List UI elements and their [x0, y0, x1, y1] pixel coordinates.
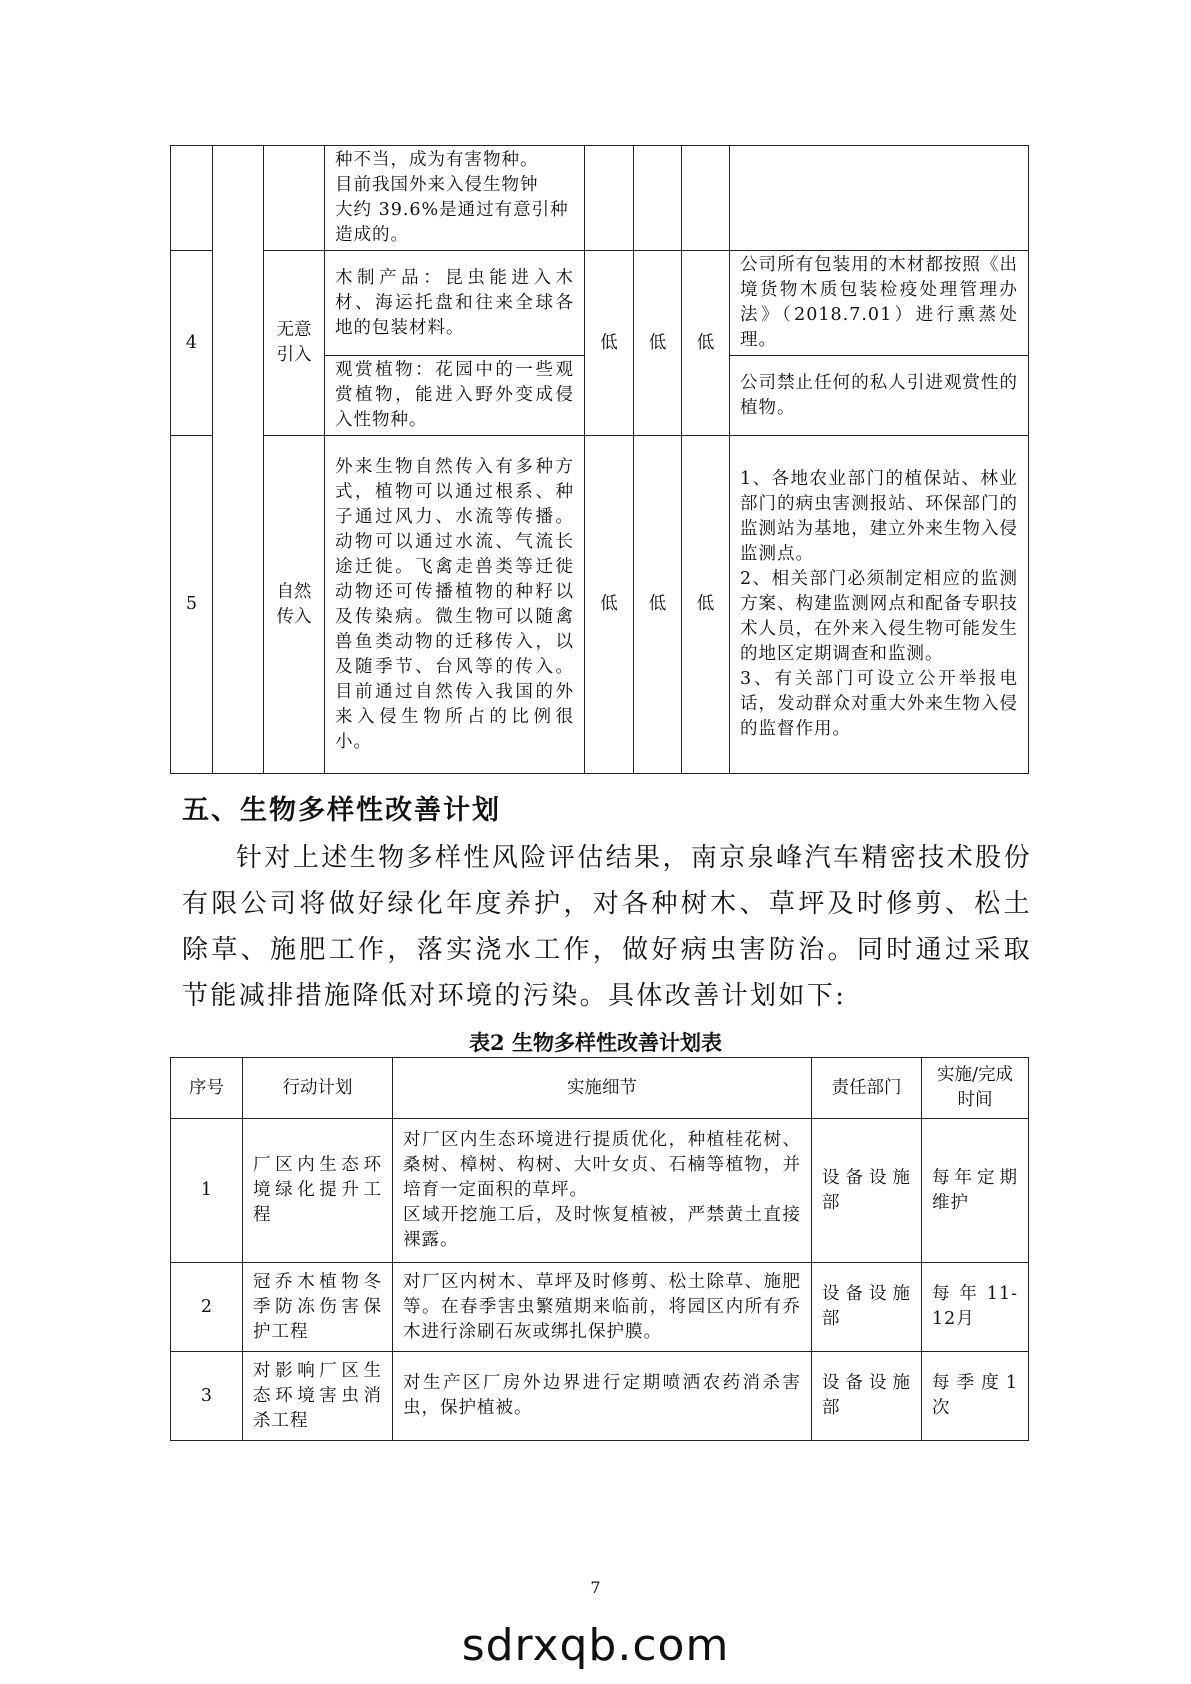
action-plan: 冠乔木植物冬季防冻伤害保护工程 [243, 1263, 393, 1352]
row-number: 2 [171, 1263, 243, 1352]
risk-description: 木制产品：昆虫能进入木材、海运托盘和往来全球各地的包装材料。 [325, 251, 585, 356]
responsible-dept: 设备设施部 [812, 1263, 922, 1352]
control-measure [730, 436, 1029, 774]
completion-time: 每年11-12月 [922, 1263, 1029, 1352]
completion-time: 每年定期维护 [922, 1119, 1029, 1263]
table-header-row [171, 1058, 1029, 1119]
page-number: 7 [590, 1578, 601, 1597]
table-cell [264, 146, 325, 251]
column-header: 责任部门 [812, 1058, 922, 1119]
risk-level: 低 [634, 436, 682, 774]
table-cell [730, 146, 1029, 251]
risk-category: 自然传入 [264, 436, 325, 774]
column-header: 行动计划 [243, 1058, 393, 1119]
table-row [171, 1352, 1029, 1441]
row-number: 3 [171, 1352, 243, 1441]
measure-item: 1、各地农业部门的植保站、林业部门的病虫害测报站、环保部门的监测站为基地，建立外来生物入侵监测点。 [740, 469, 1018, 564]
responsible-dept: 设备设施部 [812, 1352, 922, 1441]
table-row [171, 1119, 1029, 1263]
improvement-plan-table [170, 1057, 1029, 1441]
row-number: 1 [171, 1119, 243, 1263]
action-plan: 对影响厂区生态环境害虫消杀工程 [243, 1352, 393, 1441]
table-cell [682, 146, 730, 251]
risk-description: 外来生物自然传入有多种方式，植物可以通过根系、种子通过风力、水流等传播。动物可以通过水流、气流长途迁徙。飞禽走兽类等迁徙动物还可传播植物的种籽以及传染病。微生物可以随禽兽鱼类动物的迁移传入，以及随季节、台风等的传入。目前通过自然传入我国的外来入侵生物所占的比例很小。 [325, 436, 585, 774]
responsible-dept: 设备设施部 [812, 1119, 922, 1263]
risk-level: 低 [682, 436, 730, 774]
risk-assessment-table [170, 145, 1029, 774]
control-measure: 公司所有包装用的木材都按照《出境货物木质包装检疫处理管理办法》（2018.7.01）进行熏蒸处理。 [730, 251, 1029, 356]
section-heading: 五、生物多样性改善计划 [182, 795, 501, 826]
column-header: 实施细节 [393, 1058, 812, 1119]
table-cell [634, 146, 682, 251]
row-number: 4 [171, 251, 213, 436]
table-row [171, 251, 1029, 356]
table-caption: 表2 生物多样性改善计划表 [469, 1030, 722, 1055]
table-cell [213, 146, 264, 774]
control-measure: 公司禁止任何的私人引进观赏性的植物。 [730, 356, 1029, 436]
column-header: 实施/完成时间 [922, 1058, 1029, 1119]
table-row [171, 1263, 1029, 1352]
table-cell [171, 146, 213, 251]
site-watermark: sdrxqb.com [461, 1620, 730, 1671]
action-plan: 厂区内生态环境绿化提升工程 [243, 1119, 393, 1263]
table-row [171, 146, 1029, 251]
risk-category: 无意引入 [264, 251, 325, 436]
row-number: 5 [171, 436, 213, 774]
completion-time: 每季度1次 [922, 1352, 1029, 1441]
implementation-details: 对厂区内生态环境进行提质优化，种植桂花树、桑树、樟树、构树、大叶女贞、石楠等植物，并培育一定面积的草坪。 区域开挖施工后，及时恢复植被，严禁黄土直接裸露。 [393, 1119, 812, 1263]
measure-item: 3、有关部门可设立公开举报电话，发动群众对重大外来生物入侵的监督作用。 [740, 669, 1018, 739]
risk-level: 低 [682, 251, 730, 436]
risk-level: 低 [585, 251, 634, 436]
risk-description: 种不当，成为有害物种。 目前我国外来入侵生物钟 大约 39.6%是通过有意引种 造成的。 [325, 146, 585, 251]
table-cell [585, 146, 634, 251]
implementation-details: 对厂区内树木、草坪及时修剪、松土除草、施肥等。在春季害虫繁殖期来临前，将园区内所有乔木进行涂刷石灰或绑扎保护膜。 [393, 1263, 812, 1352]
implementation-details: 对生产区厂房外边界进行定期喷洒农药消杀害虫，保护植被。 [393, 1352, 812, 1441]
column-header: 序号 [171, 1058, 243, 1119]
risk-description: 观赏植物：花园中的一些观赏植物，能进入野外变成侵入性物种。 [325, 356, 585, 436]
risk-level: 低 [634, 251, 682, 436]
measure-item: 2、相关部门必须制定相应的监测方案、构建监测网点和配备专职技术人员，在外来入侵生物可能发生的地区定期调查和监测。 [740, 569, 1018, 664]
table-row [171, 436, 1029, 774]
risk-level: 低 [585, 436, 634, 774]
section-paragraph: 针对上述生物多样性风险评估结果，南京泉峰汽车精密技术股份有限公司将做好绿化年度养护，对各种树木、草坪及时修剪、松土除草、施肥工作，落实浇水工作，做好病虫害防治。同时通过采取节能减排措施降低对环境的污染。具体改善计划如下: [182, 843, 1032, 1011]
